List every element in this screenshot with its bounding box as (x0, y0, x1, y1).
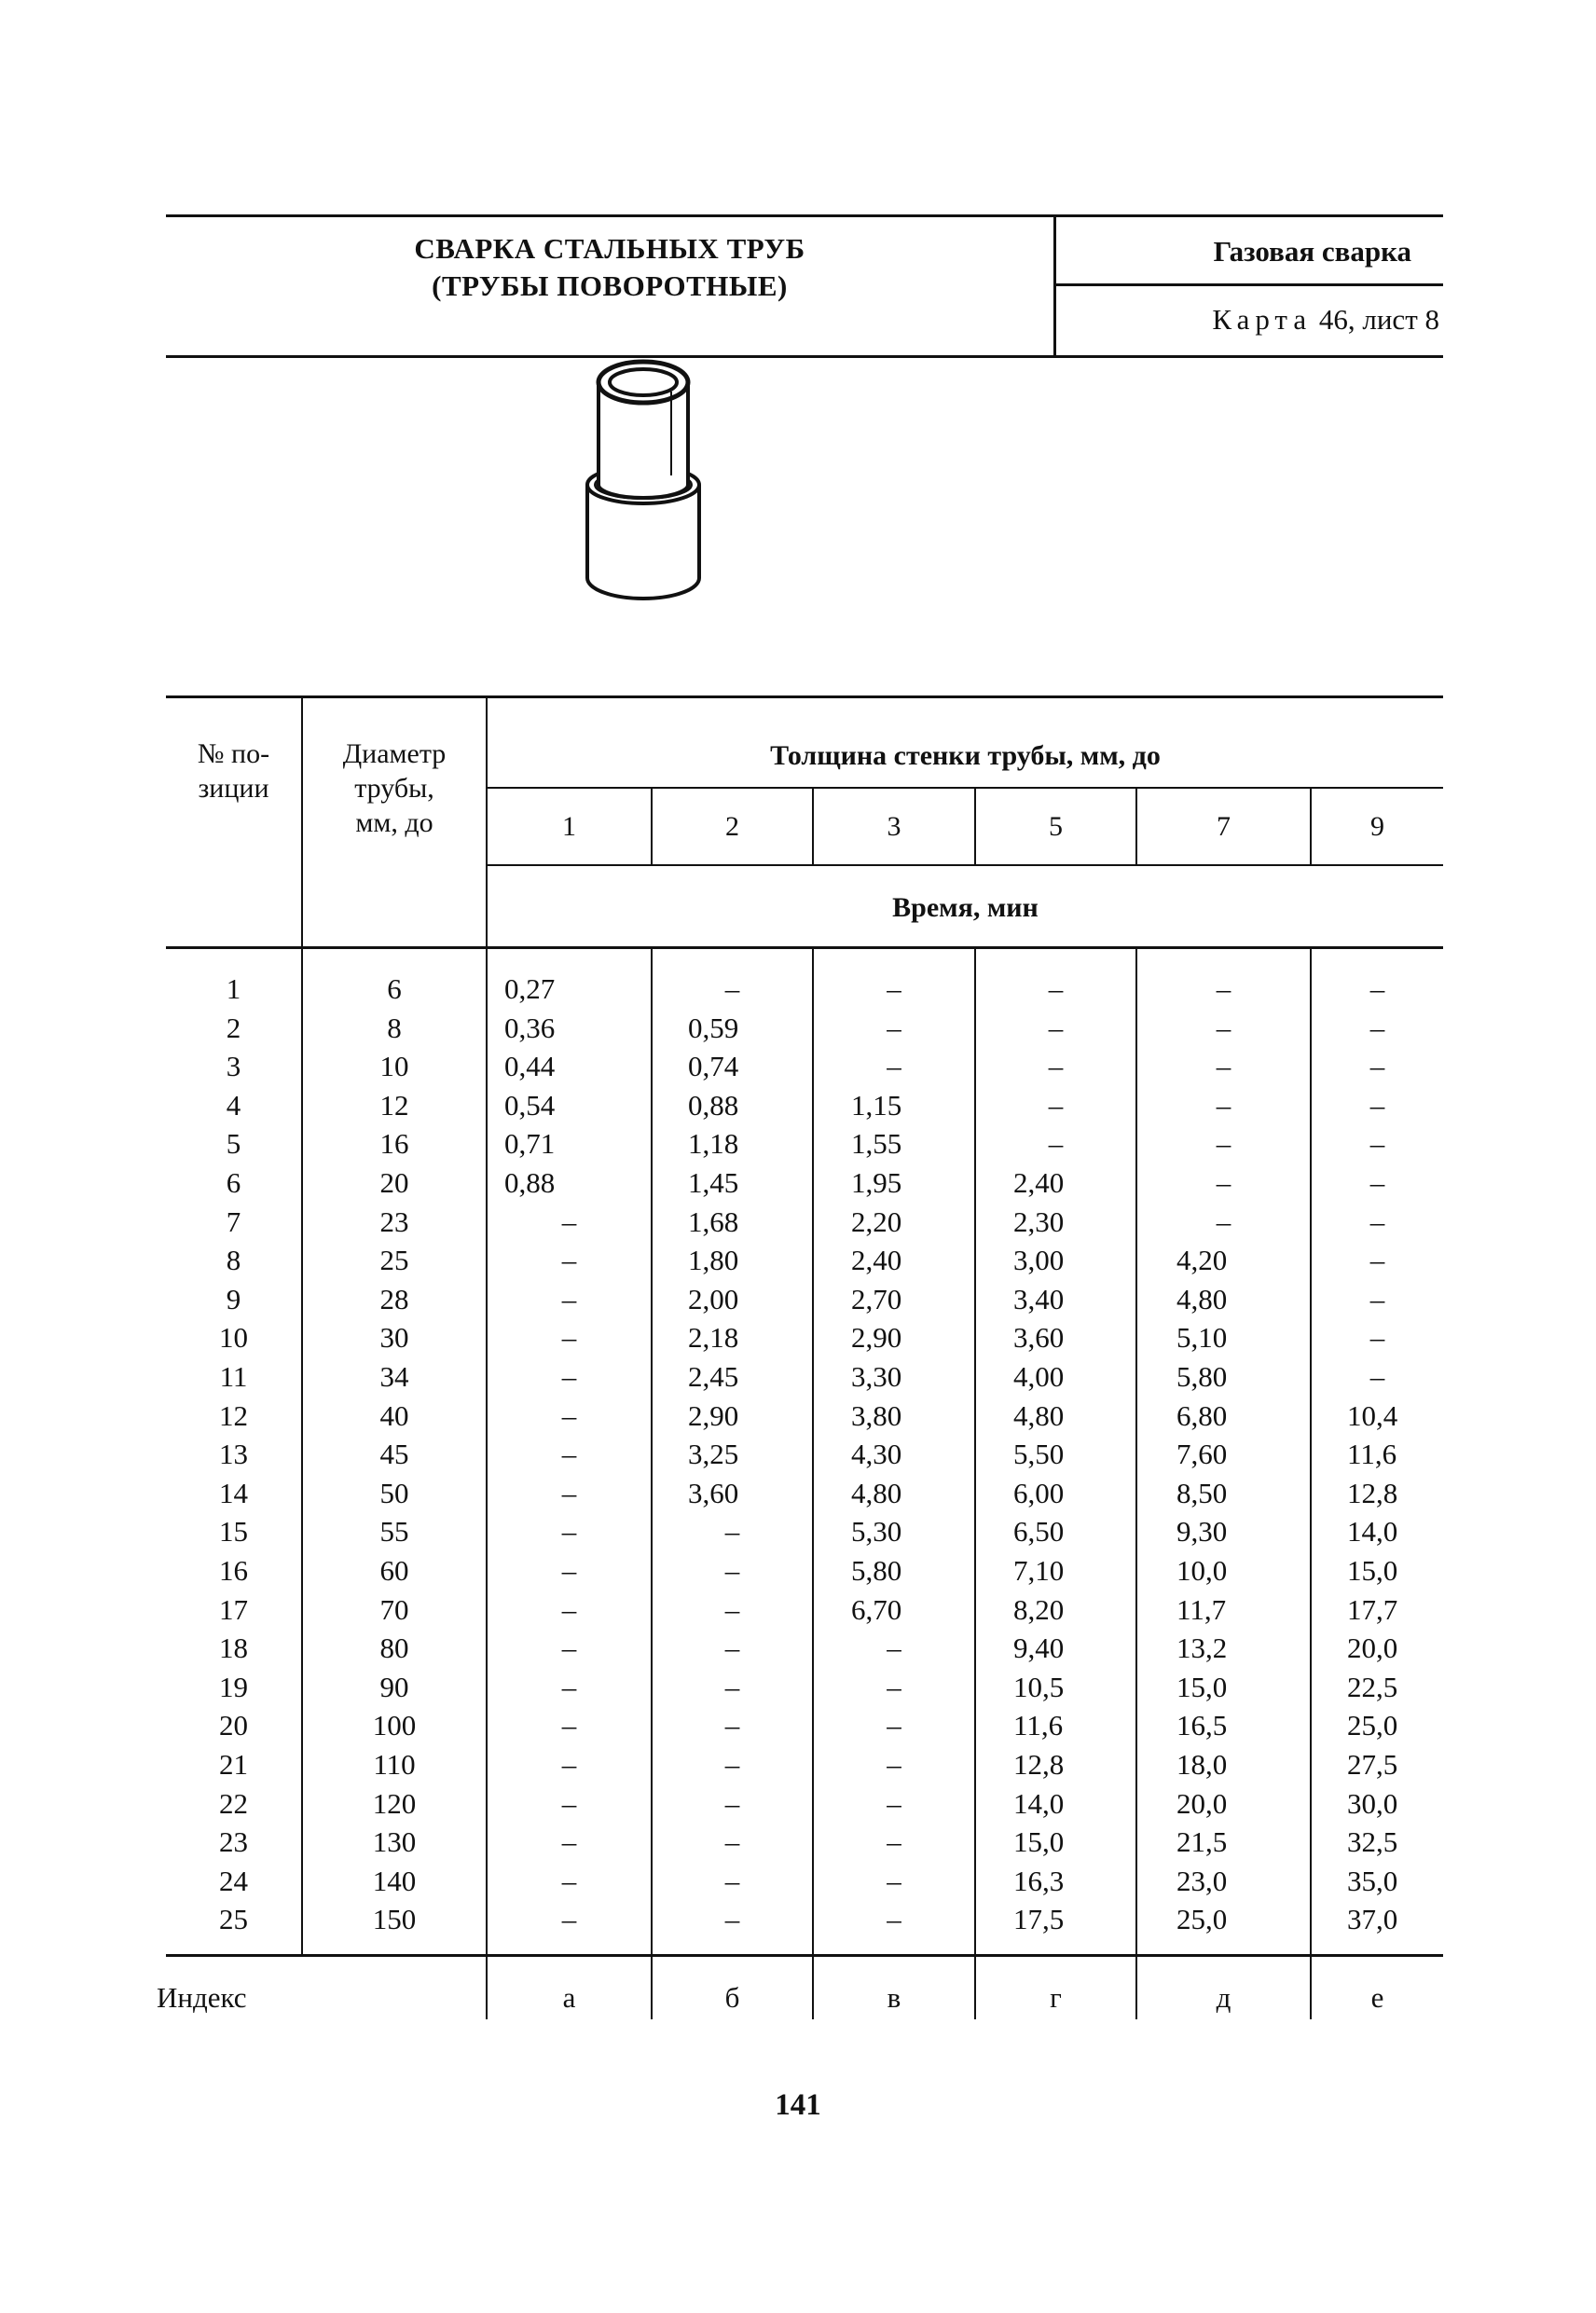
cell-r5-pos: 5 (226, 1127, 241, 1161)
cell-r23-t7: 21,5 (1176, 1825, 1228, 1859)
cell-r8-t9: – (1369, 1244, 1385, 1277)
cell-r18-t2: – (724, 1631, 740, 1665)
cell-r6-t9: – (1369, 1166, 1385, 1199)
cell-r25-pos: 25 (219, 1903, 248, 1936)
cell-r4-t3: 1,15 (851, 1088, 902, 1122)
cell-r8-pos: 8 (226, 1244, 241, 1277)
cell-r3-t7: – (1216, 1050, 1231, 1083)
cell-r9-diam: 28 (379, 1282, 409, 1315)
cell-r20-pos: 20 (219, 1709, 248, 1742)
cell-r1-diam: 6 (387, 972, 402, 1005)
cell-r21-t2: – (724, 1748, 740, 1781)
cell-r24-t5: 16,3 (1013, 1864, 1065, 1897)
cell-r11-t9: – (1369, 1360, 1385, 1393)
cell-r18-diam: 80 (379, 1631, 409, 1665)
cell-r2-t5: – (1048, 1011, 1064, 1044)
cell-r20-t5: 11,6 (1013, 1709, 1064, 1742)
cell-r17-t1: – (561, 1592, 577, 1626)
cell-r24-t1: – (561, 1864, 577, 1897)
cell-r16-t1: – (561, 1554, 577, 1587)
index-v: в (887, 1981, 901, 2014)
cell-r20-t7: 16,5 (1176, 1709, 1228, 1742)
cell-r2-diam: 8 (387, 1011, 402, 1044)
cell-r24-pos: 24 (219, 1864, 248, 1897)
cell-r4-t5: – (1048, 1088, 1064, 1122)
cell-r24-diam: 140 (372, 1864, 417, 1897)
cell-r11-pos: 11 (219, 1360, 248, 1393)
col-header-diameter (303, 737, 486, 840)
cell-r15-t3: 5,30 (851, 1515, 902, 1549)
cell-r1-t7: – (1216, 972, 1231, 1005)
thickness-3: 3 (887, 811, 901, 842)
cell-r17-t2: – (724, 1592, 740, 1626)
cell-r25-t3: – (887, 1903, 901, 1936)
cell-r20-diam: 100 (372, 1709, 417, 1742)
card-header (166, 214, 1443, 358)
cell-r18-t7: 13,2 (1176, 1631, 1228, 1665)
cell-r14-t1: – (561, 1476, 577, 1509)
cell-r25-diam: 150 (372, 1903, 417, 1936)
cell-r3-t3: – (887, 1050, 901, 1083)
cell-r14-t9: 12,8 (1347, 1476, 1398, 1509)
cell-r6-t1: 0,88 (504, 1166, 556, 1199)
cell-r4-t7: – (1216, 1088, 1231, 1122)
cell-r15-pos: 15 (219, 1515, 248, 1549)
cell-r4-t2: 0,88 (688, 1088, 739, 1122)
cell-r22-t5: 14,0 (1013, 1786, 1065, 1820)
cell-r11-t1: – (561, 1360, 577, 1393)
cell-r25-t5: 17,5 (1013, 1903, 1065, 1936)
cell-r8-t3: 2,40 (851, 1244, 902, 1277)
cell-r22-t1: – (561, 1786, 577, 1820)
thickness-group-header: Толщина стенки трубы, мм, до (770, 740, 1161, 771)
cell-r18-t9: 20,0 (1347, 1631, 1398, 1665)
cell-r19-t2: – (724, 1670, 740, 1703)
cell-r25-t2: – (724, 1903, 740, 1936)
cell-r12-t9: 10,4 (1347, 1398, 1398, 1432)
card-number (1056, 286, 1443, 352)
cell-r14-t2: 3,60 (688, 1476, 739, 1509)
cell-r3-t1: 0,44 (504, 1050, 556, 1083)
cell-r23-pos: 23 (219, 1825, 248, 1859)
index-b: б (724, 1981, 740, 2014)
col-header-position-line2: зиции (198, 773, 269, 804)
cell-r1-t3: – (887, 972, 901, 1005)
cell-r1-t2: – (724, 972, 740, 1005)
cell-r17-t9: 17,7 (1347, 1592, 1398, 1626)
cell-r15-t2: – (724, 1515, 740, 1549)
cell-r21-t5: 12,8 (1013, 1748, 1065, 1781)
cell-r18-pos: 18 (219, 1631, 248, 1665)
cell-r11-t7: 5,80 (1176, 1360, 1228, 1393)
cell-r21-t9: 27,5 (1347, 1748, 1398, 1781)
thickness-7: 7 (1217, 811, 1231, 842)
cell-r1-t5: – (1048, 972, 1064, 1005)
cell-r20-t1: – (561, 1709, 577, 1742)
cell-r13-t2: 3,25 (688, 1438, 739, 1471)
cell-r21-pos: 21 (219, 1748, 248, 1781)
cell-r20-t3: – (887, 1709, 901, 1742)
cell-r21-t3: – (887, 1748, 901, 1781)
thickness-group-rule (486, 787, 1443, 789)
cell-r7-diam: 23 (379, 1205, 409, 1238)
cell-r11-t3: 3,30 (851, 1360, 902, 1393)
cell-r22-diam: 120 (372, 1786, 417, 1820)
cell-r3-t9: – (1369, 1050, 1385, 1083)
cell-r16-t2: – (724, 1554, 740, 1587)
cell-r5-t9: – (1369, 1127, 1385, 1161)
cell-r21-t7: 18,0 (1176, 1748, 1228, 1781)
cell-r22-t2: – (724, 1786, 740, 1820)
cell-r14-t5: 6,00 (1013, 1476, 1065, 1509)
cell-r6-t3: 1,95 (851, 1166, 902, 1199)
card-title-line1: СВАРКА СТАЛЬНЫХ ТРУБ (414, 232, 805, 265)
cell-r22-t7: 20,0 (1176, 1786, 1228, 1820)
col-header-position (166, 737, 301, 805)
cell-r2-t7: – (1216, 1011, 1231, 1044)
cell-r1-t1: 0,27 (504, 972, 556, 1005)
cell-r1-t9: – (1369, 972, 1385, 1005)
cell-r8-t7: 4,20 (1176, 1244, 1228, 1277)
table-body-bottom-rule (166, 1954, 1443, 1957)
cell-r3-t5: – (1048, 1050, 1064, 1083)
cell-r19-diam: 90 (379, 1670, 409, 1703)
cell-r9-pos: 9 (226, 1282, 241, 1315)
cell-r16-diam: 60 (379, 1554, 409, 1587)
cell-r18-t1: – (561, 1631, 577, 1665)
cell-r5-t7: – (1216, 1127, 1231, 1161)
cell-r21-t1: – (561, 1748, 577, 1781)
page-number: 141 (775, 2088, 821, 2122)
cell-r20-t9: 25,0 (1347, 1709, 1398, 1742)
cell-r13-t9: 11,6 (1347, 1438, 1397, 1471)
thickness-5: 5 (1049, 811, 1063, 842)
cell-r16-t7: 10,0 (1176, 1554, 1228, 1587)
cell-r5-t5: – (1048, 1127, 1064, 1161)
cell-r9-t3: 2,70 (851, 1282, 902, 1315)
cell-r4-t1: 0,54 (504, 1088, 556, 1122)
cell-r17-t5: 8,20 (1013, 1592, 1065, 1626)
cell-r4-pos: 4 (226, 1088, 241, 1122)
cell-r8-diam: 25 (379, 1244, 409, 1277)
cell-r13-diam: 45 (379, 1438, 409, 1471)
cell-r3-diam: 10 (379, 1050, 409, 1083)
cell-r7-t9: – (1369, 1205, 1385, 1238)
cell-r7-pos: 7 (226, 1205, 241, 1238)
cell-r16-t5: 7,10 (1013, 1554, 1065, 1587)
cell-r22-pos: 22 (219, 1786, 248, 1820)
cell-r5-t1: 0,71 (504, 1127, 556, 1161)
cell-r9-t7: 4,80 (1176, 1282, 1228, 1315)
cell-r22-t3: – (887, 1786, 901, 1820)
cell-r22-t9: 30,0 (1347, 1786, 1398, 1820)
cell-r9-t9: – (1369, 1282, 1385, 1315)
cell-r24-t3: – (887, 1864, 901, 1897)
cell-r23-t3: – (887, 1825, 901, 1859)
cell-r11-t5: 4,00 (1013, 1360, 1065, 1393)
cell-r3-t2: 0,74 (688, 1050, 739, 1083)
cell-r19-pos: 19 (219, 1670, 248, 1703)
cell-r7-t7: – (1216, 1205, 1231, 1238)
cell-r7-t5: 2,30 (1013, 1205, 1065, 1238)
cell-r15-t1: – (561, 1515, 577, 1549)
cell-r6-t2: 1,45 (688, 1166, 739, 1199)
cell-r17-t7: 11,7 (1176, 1592, 1227, 1626)
cell-r8-t5: 3,00 (1013, 1244, 1065, 1277)
cell-r10-pos: 10 (219, 1321, 248, 1355)
cell-r24-t9: 35,0 (1347, 1864, 1398, 1897)
cell-r13-t7: 7,60 (1176, 1438, 1228, 1471)
cell-r14-t3: 4,80 (851, 1476, 902, 1509)
cell-r19-t3: – (887, 1670, 901, 1703)
cell-r19-t9: 22,5 (1347, 1670, 1398, 1703)
cell-r7-t1: – (561, 1205, 577, 1238)
index-e: е (1370, 1981, 1384, 2014)
cell-r3-pos: 3 (226, 1050, 241, 1083)
cell-r10-t3: 2,90 (851, 1321, 902, 1355)
index-label: Индекс (157, 1981, 247, 2014)
cell-r2-t9: – (1369, 1011, 1385, 1044)
cell-r8-t2: 1,80 (688, 1244, 739, 1277)
cell-r24-t7: 23,0 (1176, 1864, 1228, 1897)
cell-r19-t7: 15,0 (1176, 1670, 1228, 1703)
cell-r7-t2: 1,68 (688, 1205, 739, 1238)
cell-r13-pos: 13 (219, 1438, 248, 1471)
table-top-rule (166, 695, 1443, 698)
cell-r16-pos: 16 (219, 1554, 248, 1587)
col-header-diameter-line3: мм, до (355, 807, 433, 838)
cell-r23-t2: – (724, 1825, 740, 1859)
cell-r13-t5: 5,50 (1013, 1438, 1065, 1471)
cell-r9-t2: 2,00 (688, 1282, 739, 1315)
cell-r5-t2: 1,18 (688, 1127, 739, 1161)
cell-r16-t9: 15,0 (1347, 1554, 1398, 1587)
card-sheet: 46, лист 8 (1318, 303, 1439, 336)
cell-r2-t1: 0,36 (504, 1011, 556, 1044)
cell-r23-t9: 32,5 (1347, 1825, 1398, 1859)
thickness-2: 2 (725, 811, 739, 842)
cell-r15-t5: 6,50 (1013, 1515, 1065, 1549)
cell-r12-pos: 12 (219, 1398, 248, 1432)
cell-r13-t3: 4,30 (851, 1438, 902, 1471)
cell-r25-t9: 37,0 (1347, 1903, 1398, 1936)
card-word: Карта (1212, 303, 1313, 336)
cell-r11-diam: 34 (379, 1360, 409, 1393)
cell-r10-t1: – (561, 1321, 577, 1355)
cell-r15-t7: 9,30 (1176, 1515, 1228, 1549)
cell-r14-diam: 50 (379, 1476, 409, 1509)
cell-r7-t3: 2,20 (851, 1205, 902, 1238)
cell-r12-t3: 3,80 (851, 1398, 902, 1432)
cell-r15-diam: 55 (379, 1515, 409, 1549)
cell-r15-t9: 14,0 (1347, 1515, 1398, 1549)
index-a: а (562, 1981, 576, 2014)
index-g: г (1050, 1981, 1062, 2014)
cell-r4-t9: – (1369, 1088, 1385, 1122)
cell-r20-t2: – (724, 1709, 740, 1742)
cell-r6-diam: 20 (379, 1166, 409, 1199)
thickness-9: 9 (1370, 811, 1384, 842)
index-d: д (1216, 1981, 1231, 2014)
cell-r2-t3: – (887, 1011, 901, 1044)
cell-r12-t2: 2,90 (688, 1398, 739, 1432)
cell-r12-diam: 40 (379, 1398, 409, 1432)
cell-r10-diam: 30 (379, 1321, 409, 1355)
cell-r6-t5: 2,40 (1013, 1166, 1065, 1199)
rotating-pipe-joint-illustration (559, 354, 746, 634)
cell-r10-t2: 2,18 (688, 1321, 739, 1355)
cell-r18-t5: 9,40 (1013, 1631, 1065, 1665)
cell-r10-t7: 5,10 (1176, 1321, 1228, 1355)
cell-r23-t5: 15,0 (1013, 1825, 1065, 1859)
cell-r14-pos: 14 (219, 1476, 248, 1509)
cell-r10-t5: 3,60 (1013, 1321, 1065, 1355)
thickness-1: 1 (562, 811, 576, 842)
cell-r21-diam: 110 (373, 1748, 416, 1781)
cell-r23-diam: 130 (372, 1825, 417, 1859)
cell-r12-t7: 6,80 (1176, 1398, 1228, 1432)
cell-r5-diam: 16 (379, 1127, 409, 1161)
cell-r9-t1: – (561, 1282, 577, 1315)
cell-r18-t3: – (887, 1631, 901, 1665)
cell-r12-t5: 4,80 (1013, 1398, 1065, 1432)
cell-r5-t3: 1,55 (851, 1127, 902, 1161)
cell-r19-t5: 10,5 (1013, 1670, 1065, 1703)
col-header-position-line1: № по- (197, 738, 270, 769)
thickness-values-rule (486, 864, 1443, 866)
cell-r6-t7: – (1216, 1166, 1231, 1199)
cell-r19-t1: – (561, 1670, 577, 1703)
cell-r10-t9: – (1369, 1321, 1385, 1355)
card-meta-box (1056, 217, 1443, 355)
cell-r2-pos: 2 (226, 1011, 241, 1044)
cell-r9-t5: 3,40 (1013, 1282, 1065, 1315)
cell-r8-t1: – (561, 1244, 577, 1277)
card-title-box (166, 217, 1056, 355)
time-header: Время, мин (892, 892, 1039, 923)
cell-r17-diam: 70 (379, 1592, 409, 1626)
cell-r25-t7: 25,0 (1176, 1903, 1228, 1936)
cell-r17-pos: 17 (219, 1592, 248, 1626)
card-title-line2: (ТРУБЫ ПОВОРОТНЫЕ) (432, 269, 788, 302)
cell-r4-diam: 12 (379, 1088, 409, 1122)
cell-r17-t3: 6,70 (851, 1592, 902, 1626)
table-header-bottom-rule (166, 946, 1443, 949)
cell-r6-pos: 6 (226, 1166, 241, 1199)
cell-r14-t7: 8,50 (1176, 1476, 1228, 1509)
col-header-diameter-line1: Диаметр (342, 738, 447, 769)
cell-r13-t1: – (561, 1438, 577, 1471)
cell-r25-t1: – (561, 1903, 577, 1936)
cell-r12-t1: – (561, 1398, 577, 1432)
welding-kind: Газовая сварка (1056, 217, 1443, 286)
cell-r23-t1: – (561, 1825, 577, 1859)
cell-r1-pos: 1 (226, 972, 241, 1005)
cell-r16-t3: 5,80 (851, 1554, 902, 1587)
col-header-diameter-line2: трубы, (354, 773, 434, 804)
cell-r2-t2: 0,59 (688, 1011, 739, 1044)
cell-r24-t2: – (724, 1864, 740, 1897)
cell-r11-t2: 2,45 (688, 1360, 739, 1393)
